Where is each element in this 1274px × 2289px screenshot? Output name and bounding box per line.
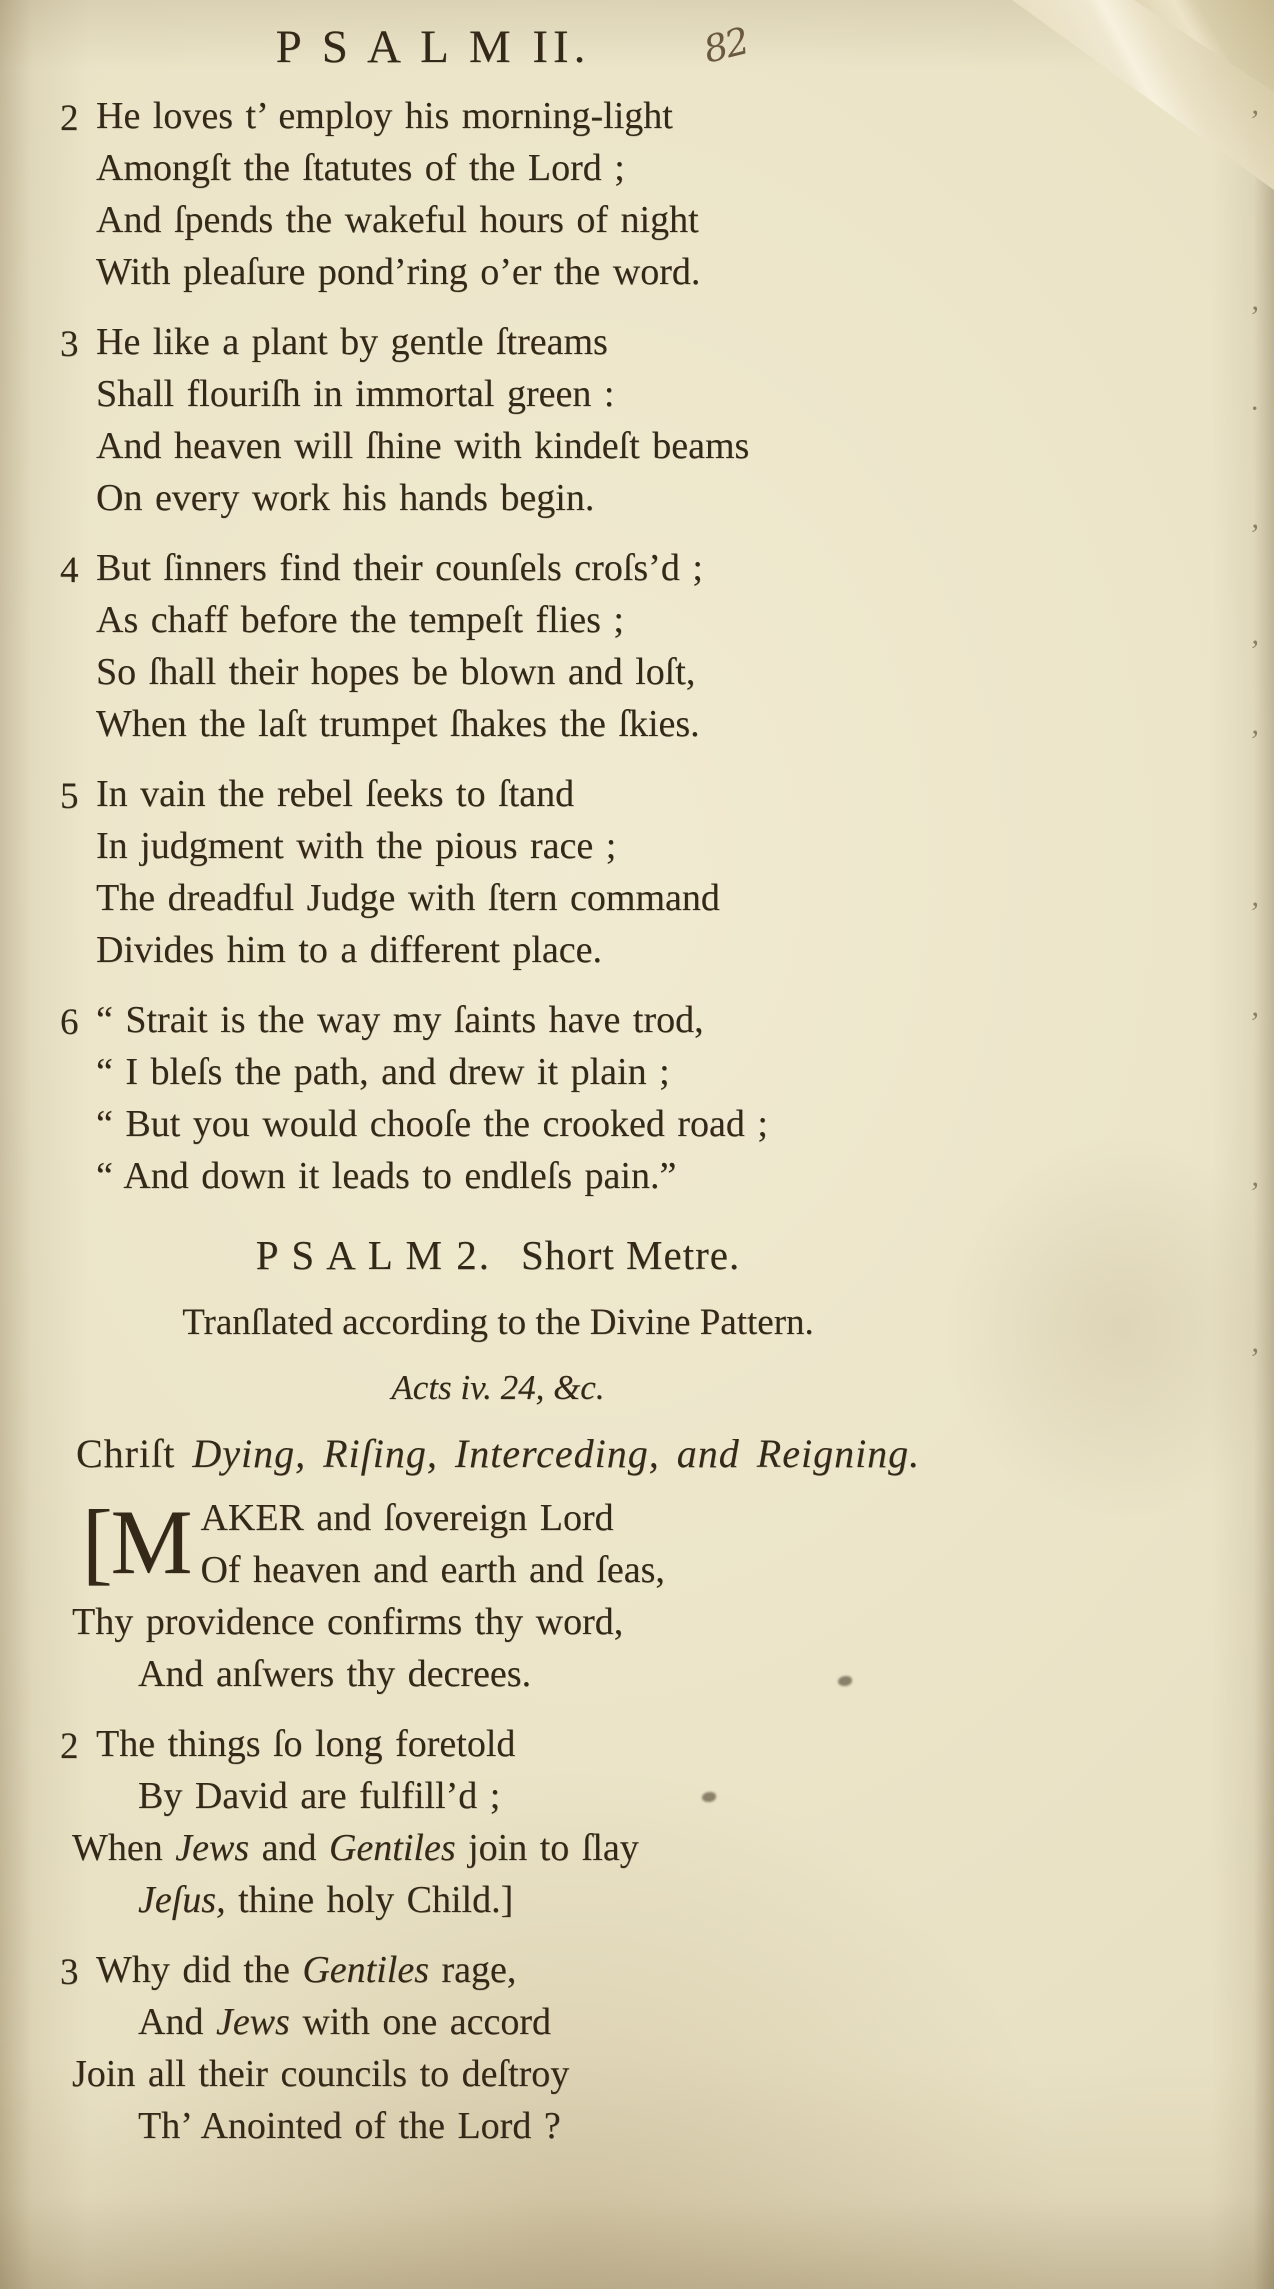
italic-text: Jews [215,2001,290,2043]
ink-mark: ’ [1248,1342,1258,1375]
handwritten-number: 82 [699,19,752,72]
italic-text: Dying, Riſing, Interceding, and Reigning. [192,1431,921,1476]
text: The dreadful Judge with ſtern command [96,877,720,919]
verse-number: 3 [60,1952,79,1993]
verse-line [138,1874,1188,1926]
ink-mark: ’ [1248,1006,1258,1039]
text: So ſhall their hopes be blown and loſt, [96,651,696,693]
stanza [60,1718,1188,1926]
text: With pleaſure pond’ring o’er the word. [96,251,701,293]
text: When the laſt trumpet ſhakes the ſkies. [96,703,700,745]
verse-line [96,698,1188,750]
text: And heaven will ſhine with kindeſt beams [96,425,750,467]
book-page [58,18,1188,2170]
stanza [60,316,1188,524]
verse-line [138,1648,1188,1700]
verse-number: 2 [60,98,79,139]
text: Of heaven and earth and ſeas, [200,1549,665,1591]
verse-line [96,368,1188,420]
italic-text: Gentiles [302,1949,429,1991]
verse-number: 6 [60,1002,79,1043]
verse-line [72,1822,1188,1874]
verse-line [96,1492,1188,1544]
stanza [60,542,1188,750]
ink-mark: ’ [1248,724,1258,757]
italic-text: Gentiles [328,1827,456,1869]
ink-mark: ’ [1248,1176,1258,1209]
stanza [60,768,1188,976]
verse-line [96,90,1188,142]
ink-mark: ’ [1248,518,1258,551]
italic-text: Jews [175,1827,250,1869]
psalm-2-heading-label: P S A L M 2. [255,1232,491,1278]
verse-line [138,1996,1188,2048]
text: with one accord [289,2001,552,2043]
psalm-ii-stanzas [58,90,1188,1202]
psalm-2-subtitle: Tranſlated according to the Divine Pattern. [182,1302,814,1343]
stanza [60,1944,1188,2152]
text: In vain the rebel ſeeks to ſtand [96,773,575,815]
text: “ Strait is the way my ſaints have trod, [96,999,704,1041]
text: And ſpends the wakeful hours of night [96,199,699,241]
verse-line [138,1770,1188,1822]
verse-line [96,1098,1188,1150]
verse-line [96,820,1188,872]
verse-line [96,420,1188,472]
text: In judgment with the pious race ; [96,825,617,867]
text: He loves t’ employ his morning-light [96,95,673,137]
verse-number: 3 [60,324,79,365]
text: But ſinners find their counſels croſs’d ; [96,547,703,589]
text: When [72,1827,176,1869]
text: “ And down it leads to endleſs pain.” [96,1155,677,1197]
verse-line [96,594,1188,646]
psalm-2-stanzas [58,1492,1188,2152]
text: Divides him to a different place. [96,929,603,971]
verse-line [72,2048,1188,2100]
verse-number: 5 [60,776,79,817]
text: Chriſt [76,1431,193,1476]
verse-line [96,768,1188,820]
stanza [72,1491,1188,1700]
text: and [249,1827,329,1869]
verse-line [96,246,1188,298]
text: join to ſlay [455,1827,639,1869]
text: And anſwers thy decrees. [138,1653,532,1695]
text: By David are fulfill’d ; [138,1775,501,1817]
ink-mark: ’ [1248,896,1258,929]
verse-line [96,924,1188,976]
stanza [60,90,1188,298]
text: thine holy Child.] [225,1879,514,1921]
verse-line [96,142,1188,194]
verse-number: 2 [60,1726,79,1767]
text: “ But you would chooſe the crooked road ; [96,1103,768,1145]
text: Shall flouriſh in immortal green : [96,373,615,415]
verse-line [96,872,1188,924]
verse-line [138,2100,1188,2152]
psalm-2-metre-label: Short Metre. [520,1232,741,1278]
verse-line [96,646,1188,698]
text: Why did the [96,1949,303,1991]
text: Thy providence confirms thy word, [72,1601,624,1643]
verse-line [138,1544,1188,1596]
ink-mark: ’ [1248,104,1258,137]
text: He like a plant by gentle ſtreams [96,321,608,363]
verse-line [96,472,1188,524]
text: Join all their councils to deſtroy [72,2053,570,2095]
text: As chaff before the tempeſt flies ; [96,599,624,641]
verse-line [96,316,1188,368]
psalm-theme-line [76,1428,1188,1480]
italic-text: Jeſus, [138,1879,226,1921]
text: Amongſt the ſtatutes of the Lord ; [96,147,625,189]
psalm-2-heading [58,1228,1188,1282]
verse-line [96,542,1188,594]
text: AKER and ſovereign Lord [200,1497,614,1539]
verse-line [96,1046,1188,1098]
scripture-reference: Acts iv. 24, &c. [391,1368,605,1407]
drop-cap: [M [82,1491,191,1593]
text: “ I bleſs the path, and drew it plain ; [96,1051,670,1093]
verse-line [72,1596,1188,1648]
verse-line [96,994,1188,1046]
verse-line [96,1718,1188,1770]
verse-number: 4 [60,550,79,591]
ink-mark: · [1250,392,1258,425]
text: Th’ Anointed of the Lord ? [138,2105,561,2147]
ink-mark: ’ [1248,634,1258,667]
text: The things ſo long foretold [96,1723,516,1765]
verse-line [96,194,1188,246]
text: rage, [429,1949,517,1991]
verse-line [96,1150,1188,1202]
stanza [60,994,1188,1202]
text: And [138,2001,216,2043]
page-title: P S A L M II. [275,21,591,73]
ink-mark: ’ [1248,300,1258,333]
verse-line [96,1944,1188,1996]
text: On every work his hands begin. [96,477,595,519]
